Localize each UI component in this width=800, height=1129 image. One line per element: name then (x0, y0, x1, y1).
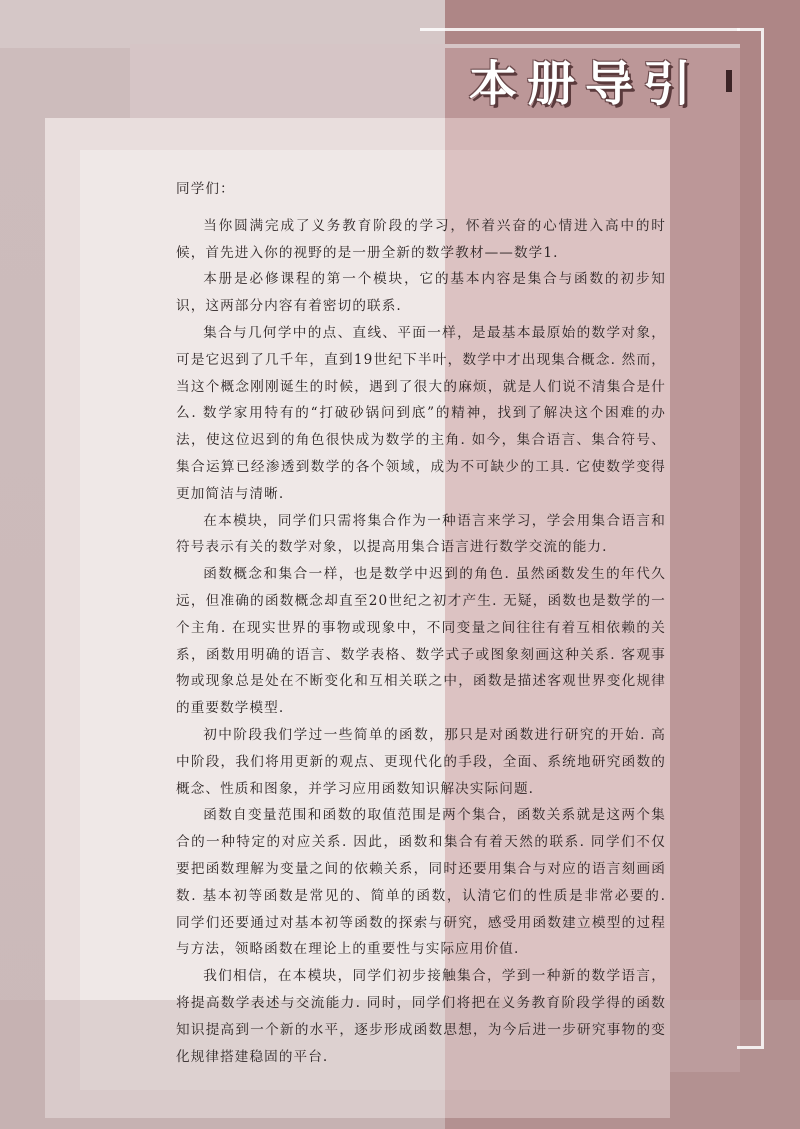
title-banner (432, 48, 738, 110)
letter-paragraph-4: 在本模块，同学们只需将集合作为一种语言来学习，学会用集合语言和符号表示有关的数学对象，以提高用集合语言进行数学交流的能力. (176, 512, 666, 556)
letter-paragraph-6: 初中阶段我们学过一些简单的函数，那只是对函数进行研究的开始. 高中阶段，我们将用更新的观点、更现代化的手段，全面、系统地研究函数的概念、性质和图象，并学习应用函数知识解决实际问题. (176, 726, 666, 797)
background-top-band (0, 0, 445, 48)
letter-paragraph-8: 我们相信，在本模块，同学们初步接触集合，学到一种新的数学语言，将提高数学表述与交流能力. 同时，同学们将把在义务教育阶段学得的函数知识提高到一个新的水平，逐步形成函数思想，为今后进一步研究事物的变化规律搭建稳固的平台. (176, 968, 666, 1065)
letter-paragraph-3: 集合与几何学中的点、直线、平面一样，是最基本最原始的数学对象，可是它迟到了几千年，直到19世纪下半叶，数学中才出现集合概念. 然而，当这个概念刚刚诞生的时候，遇到了很大的麻烦，就是人们说不清集合是什么. 数学家用特有的“打破砂锅问到底”的精神，找到了解决这个困难的办法，使这位迟到的角色很快成为数学的主角. 如今，集合语言、集合符号、集合运算已经渗透到数学的各个领域，成为不可缺少的工具. 它使数学变得更加简洁与清晰. (176, 324, 666, 502)
page-title: 本册导引 (468, 55, 701, 112)
letter-paragraph-2: 本册是必修课程的第一个模块，它的基本内容是集合与函数的初步知识，这两部分内容有着密切的联系. (176, 271, 666, 315)
letter-paragraph-7: 函数自变量范围和函数的取值范围是两个集合，函数关系就是这两个集合的一种特定的对应关系. 因此，函数和集合有着天然的联系. 同学们不仅要把函数理解为变量之间的依赖关系，同时还要用集合与对应的语言刻画函数. 基本初等函数是常见的、简单的函数，认清它们的性质是非常必要的. 同学们还要通过对基本初等函数的探索与研究，感受用函数建立模型的过程与方法，领略函数在理论上的重要性与实际应用价值. (176, 807, 666, 958)
decorative-frame-top (420, 28, 740, 31)
letter-paragraph-1: 当你圆满完成了义务教育阶段的学习，怀着兴奋的心情进入高中的时候，首先进入你的视野的是一册全新的数学教材——数学1. (176, 217, 666, 261)
letter-paragraph-5: 函数概念和集合一样，也是数学中迟到的角色. 虽然函数发生的年代久远，但准确的函数概念却直至20世纪之初才产生. 无疑，函数也是数学的一个主角. 在现实世界的事物或现象中，不同变量之间往往有着互相依赖的关系，函数用明确的语言、数学表格、数学式子或图象刻画这种关系. 客观事物或现象总是处在不断变化和互相关联之中，函数是描述客观世界变化规律的重要数学模型. (176, 566, 666, 717)
decorative-frame-right (737, 28, 764, 1049)
title-marker-bar (726, 70, 732, 92)
letter-greeting: 同学们： (176, 181, 235, 197)
letter-body (176, 176, 666, 1070)
